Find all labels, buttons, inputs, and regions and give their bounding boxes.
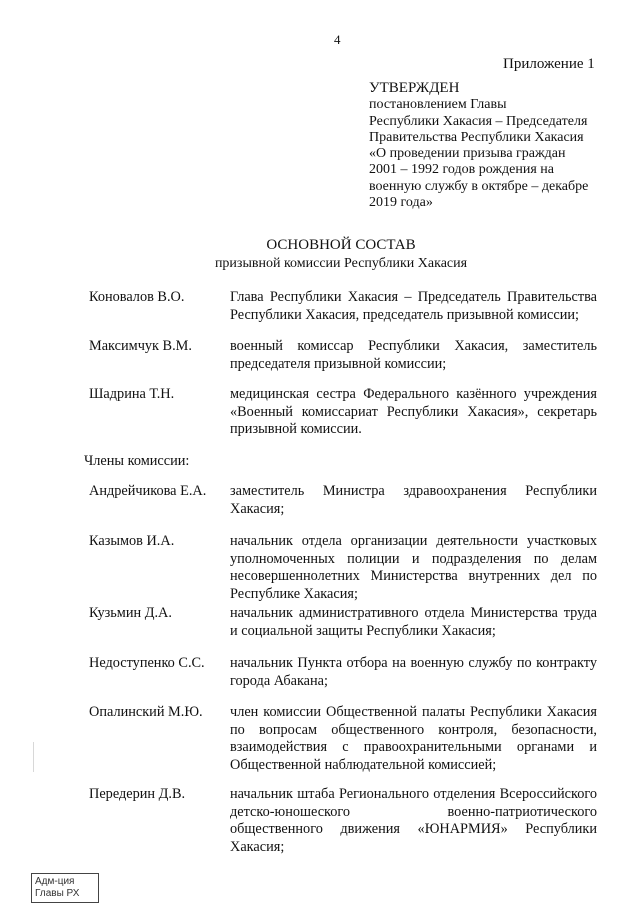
member-role: начальник штаба Регионального отделения Всероссийского детско-юношеского военно-патриотического общественного движения «ЮНАРМИЯ» Республики Хакасия; [230, 786, 597, 855]
member-name: Кузьмин Д.А. [89, 605, 172, 621]
page-number: 4 [334, 32, 341, 47]
member-name: Передерин Д.В. [89, 786, 186, 802]
member-name: Андрейчикова Е.А. [89, 483, 207, 499]
document-title: ОСНОВНОЙ СОСТАВ [266, 237, 416, 253]
approval-heading: УТВЕРЖДЕН [369, 80, 460, 96]
member-name: Шадрина Т.Н. [89, 386, 175, 402]
approval-line: постановлением Главы [369, 97, 507, 113]
approval-line: 2001 – 1992 годов рождения на [369, 162, 555, 178]
appendix-label: Приложение 1 [503, 56, 595, 72]
member-role: Глава Республики Хакасия – Председатель Правительства Республики Хакасия, председатель призывной комиссии; [230, 289, 597, 323]
member-name: Коновалов В.О. [89, 289, 185, 305]
document-subtitle: призывной комиссии Республики Хакасия [214, 256, 468, 271]
member-name: Опалинский М.Ю. [89, 704, 203, 720]
member-name: Недоступенко С.С. [89, 655, 205, 671]
member-role: медицинская сестра Федерального казённого учреждения «Военный комиссариат Республики Хакасия», секретарь призывной комиссии. [230, 386, 597, 438]
margin-mark [33, 742, 34, 772]
member-role: член комиссии Общественной палаты Республики Хакасия по вопросам общественного контроля, безопасности, взаимодействия с правоохранительными органами и Общественной наблюдательной комиссией; [230, 704, 597, 773]
member-name: Казымов И.А. [89, 533, 175, 549]
member-role: начальник Пункта отбора на военную службу по контракту города Абакана; [230, 655, 597, 689]
stamp-line: Адм-ция [35, 876, 75, 887]
member-role: заместитель Министра здравоохранения Республики Хакасия; [230, 483, 597, 517]
approval-line: Правительства Республики Хакасия [369, 129, 584, 145]
approval-line: «О проведении призыва граждан [369, 146, 566, 162]
member-name: Максимчук В.М. [89, 338, 192, 354]
member-role: военный комиссар Республики Хакасия, заместитель председателя призывной комиссии; [230, 338, 597, 372]
approval-line: военную службу в октябре – декабре [369, 178, 589, 194]
approval-block [369, 80, 619, 211]
approval-line: 2019 года» [369, 195, 433, 211]
stamp-line: Главы РХ [35, 888, 80, 899]
member-role: начальник отдела организации деятельности участковых уполномоченных полиции и подразделения по делам несовершеннолетних Министерства внутренних дел по Республике Хакасия; [230, 533, 597, 602]
members-heading: Члены комиссии: [84, 453, 190, 469]
registry-stamp [31, 873, 99, 903]
member-role: начальник административного отдела Министерства труда и социальной защиты Республики Хакасия; [230, 605, 597, 639]
approval-line: Республики Хакасия – Председателя [369, 113, 588, 129]
